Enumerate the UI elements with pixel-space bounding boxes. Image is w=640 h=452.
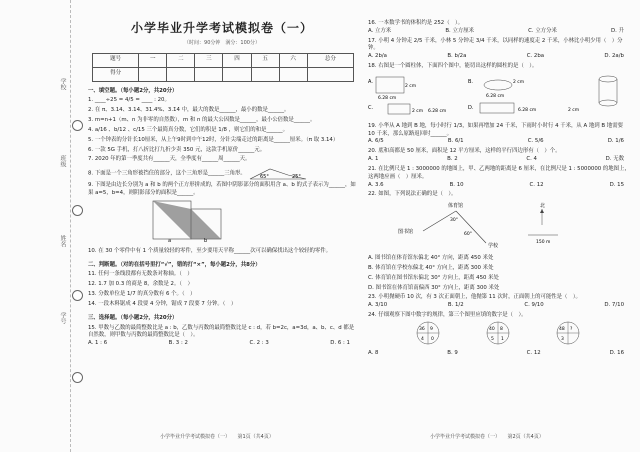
question-15: 15. 甲数与乙数的最简整数比是 a : b，乙数与丙数的最简整数比是 c : d，若 b=2c，a=3d，a、b、c、d 都是自然数，则甲数与丙数的最简整数比是（ ）。 [88, 324, 355, 339]
option-a[interactable]: A. 1 : 6 [88, 340, 108, 347]
circle-pattern-figure [368, 320, 630, 346]
question-16-options [368, 28, 630, 36]
question-21: 21. 在比例尺是 1 : 3000000 的地图上，甲、乙两地的距离是 6 厘米，在比例尺是 1 : 5000000 的地图上，这两地应画（ ）厘米。 [368, 165, 630, 180]
dimension-label: 6.28 cm [378, 95, 397, 101]
option-a[interactable]: A. 2b/a [368, 53, 387, 60]
option-d[interactable]: D. 2a/b [604, 53, 624, 60]
question-21-options [368, 182, 630, 190]
option-b[interactable]: B. 3 : 2 [168, 340, 188, 347]
question-15-options [88, 340, 356, 348]
option-b[interactable]: B. 1/2 [447, 302, 464, 309]
score-header-cell: 二 [167, 53, 195, 67]
score-header-cell: 一 [139, 53, 167, 67]
binding-label-id: 学号 [59, 312, 66, 324]
option-c[interactable]: C. 立方分米 [528, 27, 557, 34]
option-c[interactable]: C. 2 : 3 [249, 340, 269, 347]
section-multiple-choice: 三、选择题。（每小题2分，共20分） [88, 314, 178, 321]
dimension-label: 2 cm [405, 83, 417, 89]
score-header-cell: 六 [279, 53, 307, 67]
score-header-cell: 四 [223, 53, 251, 67]
option-d[interactable]: D. 16 [609, 349, 624, 356]
question-1: 1. ____÷25 = 4/5 = ____ : 20。 [88, 97, 170, 104]
binding-label-name: 姓名 [59, 235, 66, 247]
question-17: 17. 小明 4 分钟走 2/5 千米，小林 5 分钟走 3/4 千米，以同样的速度走 2 千米，小林比小明少用（ ）分钟。 [368, 37, 623, 52]
binding-hole [72, 290, 83, 301]
circle-number: ? [570, 326, 573, 332]
question-13: 13. 分数单位是 1/7 的真分数有 6 个。（ ） [88, 291, 196, 298]
section-fill-in: 一、填空题。（每小题2分，共20分） [88, 87, 178, 94]
page-footer-right: 小学毕业升学考试模拟卷（一） 第2页（共4页） [430, 434, 544, 440]
dimension-label: 2 cm [412, 108, 424, 114]
score-header-cell: 三 [195, 53, 223, 67]
binding-strip [0, 0, 71, 452]
dimension-label: 6.28 cm [518, 107, 537, 113]
option-d[interactable]: D. 15 [609, 181, 624, 188]
question-20: 20. 底和高都是 50 厘米，面积是 12 平方厘米，这样的平行四边形有（ ）个。 [368, 148, 561, 155]
question-17-options [368, 53, 630, 61]
option-c[interactable]: C. 12 [526, 349, 541, 356]
option-label: C. [368, 104, 374, 111]
side-label: b [204, 237, 208, 242]
option-c[interactable]: C. 5/6 [527, 138, 544, 145]
option-a[interactable]: A. 6/5 [368, 138, 384, 145]
angle-label: 65° [259, 174, 269, 181]
question-19-options [368, 138, 630, 146]
question-22: 22. 如图，下列说法正确的是（ ）。 [368, 191, 457, 198]
circle-number: 8 [500, 326, 503, 332]
option-a[interactable]: A. 1 [368, 156, 379, 163]
question-8 [88, 166, 356, 180]
score-cell[interactable] [167, 67, 195, 81]
option-c[interactable]: C. 9/10 [524, 302, 544, 309]
question-22-option-d[interactable]: D. 图书馆在体育馆南偏西 30° 方向上，距离 300 米处 [368, 284, 500, 291]
score-cell[interactable] [279, 67, 307, 81]
page-footer-left: 小学毕业升学考试模拟卷（一） 第1页（共4页） [160, 434, 274, 440]
dimension-label: 6.28 cm [428, 108, 447, 114]
circle-number: 9 [430, 326, 433, 332]
option-a[interactable]: A. 3.6 [368, 181, 384, 188]
option-label: B. [468, 78, 474, 85]
scale-label: 150 m [536, 240, 551, 246]
question-10: 10. 在 30 个零件中有 1 个质量较轻的零件，至少要用天平称______次可以确保找出这个较轻的零件。 [88, 247, 332, 254]
exam-subtitle: （时间：90分钟 满分：100分） [184, 40, 260, 47]
angle-label: 25° [291, 174, 301, 181]
score-cell[interactable] [195, 67, 223, 81]
option-d[interactable]: D. 无数 [605, 156, 624, 163]
score-table [92, 53, 354, 82]
circle-number: 4 [421, 336, 424, 342]
score-header-cell: 五 [251, 53, 279, 67]
question-18: 18. 右图是一个圆柱体，下面四个图中，能切出这样的圆柱的是（ ）。 [368, 63, 538, 70]
option-a[interactable]: A. 8 [368, 349, 379, 356]
option-b[interactable]: B. 2 [447, 156, 458, 163]
option-d[interactable]: D. 6 : 1 [330, 340, 350, 347]
question-23: 23. 小明抛硬币 10 次，有 3 次正面朝上，他抛第 11 次时，正面朝上的可能性是（ ）。 [368, 294, 581, 301]
dimension-label: 6.28 cm [486, 93, 505, 99]
question-4: 4. a/16 、b/12 、c/15 三个最简真分数，它们的积是 1/8 ，则它们的和是______。 [88, 126, 288, 133]
circle-number: 5 [491, 336, 494, 342]
option-a[interactable]: A. 立方米 [368, 27, 392, 34]
option-d[interactable]: D. 1/6 [607, 138, 624, 145]
question-24: 24. 仔细观察下图中数字的规律，第三个图里应填的数字是（ ）。 [368, 312, 527, 319]
question-16: 16. 一本数学书的体积约是 252（ ）。 [368, 20, 464, 26]
question-11: 11. 任何一条线段都有无数条对称轴。（ ） [88, 271, 193, 278]
circle-number: 36 [419, 326, 425, 332]
section-true-false: 二、判断题。（对的在括号里打“√”，错的打“×”，每小题2分，共8分） [88, 261, 261, 268]
binding-label-school: 学校 [59, 78, 66, 90]
question-19: 19. 小华从 A 地到 B 地，每小时行 1/3，如果再增加 24 千米，下雨时小时行 4 千米，从 A 地到 B 地需要 10 千米，那么原路返回时______。 [368, 122, 623, 137]
option-b[interactable]: B. 9 [447, 349, 458, 356]
triangle-figure [248, 166, 308, 180]
option-b[interactable]: B. 立方厘米 [445, 27, 475, 34]
option-label: A. [368, 78, 373, 85]
question-24-options [368, 350, 630, 358]
question-6: 6. 一款 5G 手机，打八折比打九折少卖 350 元，这款手机原价______元。 [88, 146, 266, 153]
score-cell[interactable] [251, 67, 279, 81]
place-label: 图书馆 [398, 229, 414, 236]
score-header-cell: 题号 [93, 53, 139, 67]
dimension-label: 2 cm [513, 79, 525, 85]
side-label: a [168, 237, 172, 242]
option-d[interactable]: D. 7/10 [604, 302, 624, 309]
circle-number: 1 [501, 336, 504, 342]
option-c[interactable]: C. 12 [529, 181, 544, 188]
binding-hole [72, 120, 83, 131]
question-7: 7. 2020 年的第一季度共有______天，全季度有______周______天。 [88, 156, 251, 163]
page-one [88, 18, 356, 348]
binding-hole [72, 372, 83, 383]
score-row-label: 得分 [93, 67, 139, 81]
option-c[interactable]: C. 4 [526, 156, 537, 163]
place-label: 体育馆 [448, 203, 464, 210]
option-label: D. [468, 104, 474, 111]
option-b[interactable]: B. b/2a [447, 53, 467, 60]
score-cell[interactable] [223, 67, 251, 81]
option-b[interactable]: B. 10 [449, 181, 464, 188]
map-figure [368, 199, 630, 249]
question-20-options [368, 156, 630, 164]
option-a[interactable]: A. 3/10 [368, 302, 388, 309]
option-b[interactable]: B. 6/1 [447, 138, 464, 145]
squares-figure [148, 198, 258, 242]
score-cell[interactable] [307, 67, 353, 81]
dimension-label: 2 cm [568, 107, 580, 113]
question-9: 9. 下图是由边长分别为 a 和 b 的两个正方形拼成的，若图中阴影部分的面积用含 a、b 的式子表示为______，如果 a=5，b=4，则阴影部分的面积是______。 [88, 182, 356, 197]
cylinder-options-figure [368, 71, 630, 117]
angle-label: 60° [464, 232, 472, 238]
question-5: 5. 一个钟表的分针长10厘米，从上午9时到中午12时，分针尖端走过的距离是______厘米。（π 取 3.14） [88, 136, 339, 143]
question-3: 3. m=n+1（m、n 为非零的自然数），m 和 n 的最大公因数是______，最小公倍数是______。 [88, 117, 316, 124]
binding-label-class: 班级 [59, 155, 66, 167]
circle-number: 0 [431, 336, 434, 342]
angle-label: 30° [450, 218, 458, 224]
score-cell[interactable] [139, 67, 167, 81]
question-22-option-a[interactable]: A. 图书馆在体育馆东偏北 40° 方向，距离 450 米处 [368, 255, 494, 262]
question-2: 2. 在 π、3.14、3.14̇、31.4%、3.1̇4̇ 中，最大的数是______，最小的数是______。 [88, 107, 290, 114]
circle-number: 3 [561, 336, 564, 342]
option-c[interactable]: C. 2ba [526, 53, 545, 60]
question-23-options [368, 302, 630, 310]
question-22-option-c[interactable]: C. 体育馆在图书馆东偏北 30° 方向上，距离 450 米处 [368, 274, 499, 281]
binding-hole [72, 205, 83, 216]
question-22-option-b[interactable]: B. 体育馆在学校东偏北 40° 方向上，距离 300 米处 [368, 264, 494, 271]
place-label: 学校 [488, 243, 499, 250]
option-d[interactable]: D. 升 [611, 27, 624, 34]
page-two [368, 18, 630, 358]
north-label: 北 [540, 203, 546, 210]
exam-title: 小学毕业升学考试模拟卷（一） [130, 21, 313, 35]
question-14: 14. 一段木料锯成 4 段要 4 分钟，锯成 7 段要 7 分钟。（ ） [88, 300, 237, 307]
circle-number: 48 [559, 326, 565, 332]
question-12: 12. 1.7 加 0.3 的商是 8，余数是 2。（ ） [88, 281, 193, 288]
score-header-cell: 总分 [307, 53, 353, 67]
circle-number: 40 [489, 326, 495, 332]
question-8-text: 8. 下面是一个三角形被挡住的部分，这个三角形是______三角形。 [88, 170, 246, 177]
